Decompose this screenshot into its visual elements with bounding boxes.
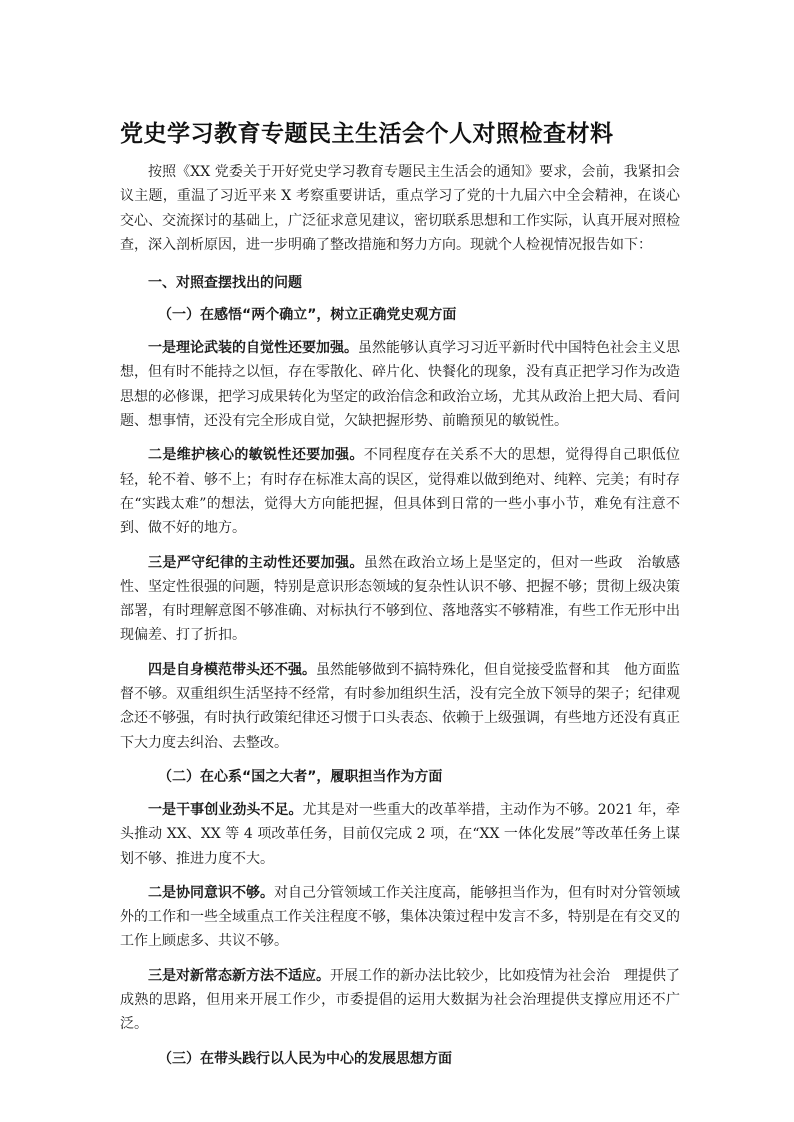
item-text: 虽然在政治立场上是坚定的，但对一些政 治敏感性、坚定性很强的问题，特别是意识形态领域的复杂性认识不够、把握不够；贯彻上级决策部署，有时理解意图不够准确、对标执行不够到位、落地落实不够精准，有些工作无形中出现偏差、打了折扣。 [120,554,681,644]
item-lead: 二是协同意识不够。 [148,884,274,901]
subsection-heading: （一）在感悟“两个确立”，树立正确党史观方面 [158,307,457,324]
item-text: 虽然能够做到不搞特殊化，但自觉接受监督和其 他方面监督不够。双重组织生活坚持不经常，有时参加组织生活，没有完全放下领导的架子；纪律观念还不够强，有时执行政策纪律还习惯于口头表态、依赖于上级强调，有些地方还没有真正下大力度去纠治、去整改。 [120,661,680,751]
subsection-heading: （三）在带头践行以人民为中心的发展思想方面 [158,1050,452,1067]
subsection-heading: （二）在心系“国之大者”，履职担当作为方面 [158,768,443,785]
list-item [120,658,680,755]
item-lead: 二是维护核心的敏锐性还要加强。 [148,447,364,464]
item-text: 虽然能够认真学习习近平新时代中国特色社会主义思想，但有时不能持之以恒，存在零散化、碎片化、快餐化的现象，没有真正把学习作为改造思想的必修课，把学习成果转化为坚定的政治信念和政治立场，尤其从政治上把大局、看问题、想事情，还没有完全形成自觉，欠缺把握形势、前瞻预见的敏锐性。 [120,340,680,430]
list-item [120,964,680,1037]
item-lead: 一是理论武装的自觉性还要加强。 [148,340,358,357]
list-item [120,551,680,648]
list-item [120,443,680,540]
list-item [120,336,680,433]
item-lead: 一是干事创业劲头不足。 [148,801,303,818]
list-item [120,798,680,871]
item-text: 不同程度存在关系不大的思想，觉得得自己职低位轻，轮不着、够不上；有时存在标准太高的误区，觉得难以做到绝对、纯粹、完美；有时存在“实践太难”的想法，觉得大方向能把握，但具体到日常的一些小事小节，难免有注意不到、做不好的地方。 [120,447,681,537]
list-item [120,881,680,954]
item-lead: 三是严守纪律的主动性还要加强。 [148,554,364,571]
document-body [120,160,680,1080]
item-text: 对自己分管领域工作关注度高，能够担当作为，但有时对分管领域外的工作和一些全域重点工作关注程度不够，集体决策过程中发言不多，特别是在有交叉的工作上顾虑多、共议不够。 [120,884,680,950]
item-text: 开展工作的新办法比较少，比如疫情为社会治 理提供了成熟的思路，但用来开展工作少，市委提倡的运用大数据为社会治理提供支撑应用还不广泛。 [120,967,680,1033]
item-lead: 四是自身模范带头还不强。 [148,661,316,678]
item-text: 尤其是对一些重大的改革举措，主动作为不够。2021 年，牵头推动 XX、XX 等 4 项改革任务，目前仅完成 2 项，在“XX 一体化发展”等改革任务上谋划不够、推进力度不大。 [120,801,681,867]
section-heading: 一、对照查摆找出的问题 [148,275,302,292]
document-title: 党史学习教育专题民主生活会个人对照检查材料 [120,121,614,147]
item-lead: 三是对新常态新方法不适应。 [148,967,330,984]
intro-paragraph: 按照《XX 党委关于开好党史学习教育专题民主生活会的通知》要求，会前，我紧扣会议主题，重温了习近平来 X 考察重要讲话，重点学习了党的十九届六中全会精神，在谈心交心、交流探讨的基础上，广泛征求意见建议，密切联系思想和工作实际，认真开展对照检查，深入剖析原因，进一步明确了整改措施和努力方向。现就个人检视情况报告如下： [120,164,680,253]
